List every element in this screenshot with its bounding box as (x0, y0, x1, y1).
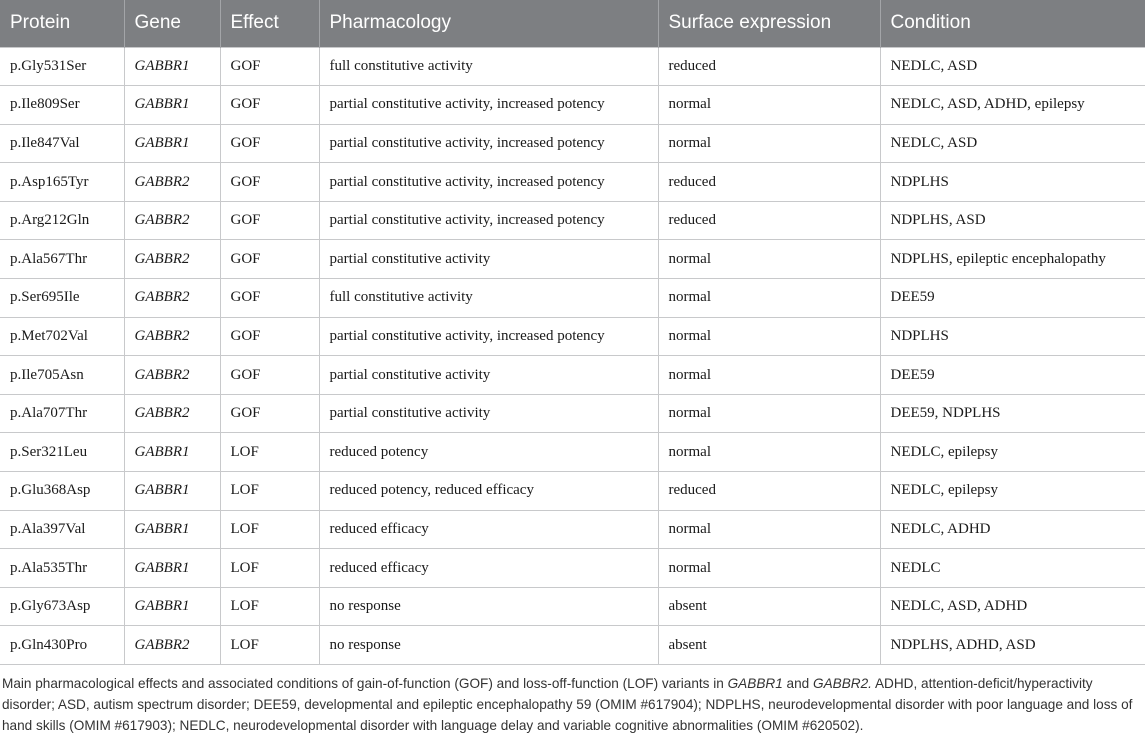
cell-pharmacology: partial constitutive activity, increased potency (319, 124, 658, 163)
cell-effect: LOF (220, 626, 319, 665)
header-condition: Condition (880, 0, 1145, 47)
cell-gene: GABBR1 (124, 587, 220, 626)
table-row (0, 47, 1145, 86)
table-row (0, 587, 1145, 626)
cell-condition: DEE59 (880, 356, 1145, 395)
cell-pharmacology: partial constitutive activity (319, 356, 658, 395)
caption-gene-2: GABBR2. (813, 676, 872, 691)
header-protein: Protein (10, 12, 71, 34)
cell-gene: GABBR2 (124, 626, 220, 665)
table-row (0, 510, 1145, 549)
cell-condition: NDPLHS (880, 317, 1145, 356)
cell-condition: NDPLHS (880, 163, 1145, 202)
cell-protein: p.Asp165Tyr (0, 163, 124, 202)
table-row (0, 86, 1145, 125)
cell-condition: NEDLC, epilepsy (880, 472, 1145, 511)
cell-surface-expression: normal (658, 317, 880, 356)
cell-effect: LOF (220, 433, 319, 472)
cell-protein: p.Gly673Asp (0, 587, 124, 626)
cell-pharmacology: partial constitutive activity (319, 394, 658, 433)
table-row (0, 549, 1145, 588)
cell-effect: GOF (220, 47, 319, 86)
cell-protein: p.Gln430Pro (0, 626, 124, 665)
table-row (0, 279, 1145, 318)
cell-gene: GABBR1 (124, 124, 220, 163)
cell-surface-expression: normal (658, 356, 880, 395)
cell-effect: GOF (220, 124, 319, 163)
header-surface-expression: Surface expression (658, 0, 880, 47)
table-row (0, 317, 1145, 356)
cell-surface-expression: normal (658, 86, 880, 125)
table-row (0, 124, 1145, 163)
cell-condition: NEDLC (880, 549, 1145, 588)
cell-surface-expression: normal (658, 549, 880, 588)
cell-gene: GABBR2 (124, 394, 220, 433)
cell-protein: p.Ile809Ser (0, 86, 124, 125)
header-gene: Gene (124, 0, 220, 47)
cell-effect: LOF (220, 510, 319, 549)
cell-effect: LOF (220, 549, 319, 588)
cell-gene: GABBR1 (124, 47, 220, 86)
cell-surface-expression: absent (658, 587, 880, 626)
table-row (0, 472, 1145, 511)
cell-effect: GOF (220, 279, 319, 318)
table-row (0, 201, 1145, 240)
table-body (0, 47, 1145, 665)
cell-effect: GOF (220, 240, 319, 279)
cell-pharmacology: partial constitutive activity (319, 240, 658, 279)
cell-gene: GABBR2 (124, 317, 220, 356)
cell-pharmacology: full constitutive activity (319, 47, 658, 86)
cell-surface-expression: normal (658, 279, 880, 318)
cell-gene: GABBR2 (124, 240, 220, 279)
caption-text-3: ADHD, attention-deficit/hyperactivity disorder; ASD, autism spectrum disorder; DEE59, developmental and epileptic encephalopathy 59 (OMIM #617904); NDPLHS, neurodevelopmental disorder with poor language and loss of hand skills (OMIM #617903); NEDLC, neurodevelopmental disorder with language delay and variable cognitive abnormalities (OMIM #620502). (2, 676, 1133, 733)
cell-effect: GOF (220, 163, 319, 202)
table-header (0, 0, 1145, 47)
table-row (0, 394, 1145, 433)
caption-text-1: Main pharmacological effects and associated conditions of gain-of-function (GOF) and loss-off-function (LOF) variants in (2, 676, 728, 691)
cell-pharmacology: partial constitutive activity, increased potency (319, 317, 658, 356)
table-row (0, 626, 1145, 665)
cell-gene: GABBR2 (124, 163, 220, 202)
table-row (0, 240, 1145, 279)
cell-condition: NEDLC, ASD (880, 124, 1145, 163)
cell-condition: DEE59 (880, 279, 1145, 318)
cell-gene: GABBR1 (124, 510, 220, 549)
cell-protein: p.Ile705Asn (0, 356, 124, 395)
table-row (0, 356, 1145, 395)
cell-protein: p.Ser695Ile (0, 279, 124, 318)
cell-protein: p.Ala567Thr (0, 240, 124, 279)
cell-condition: NEDLC, ADHD (880, 510, 1145, 549)
cell-condition: NEDLC, epilepsy (880, 433, 1145, 472)
cell-gene: GABBR2 (124, 356, 220, 395)
cell-pharmacology: no response (319, 626, 658, 665)
cell-protein: p.Glu368Asp (0, 472, 124, 511)
cell-protein: p.Gly531Ser (0, 47, 124, 86)
table-row (0, 163, 1145, 202)
cell-condition: NDPLHS, ADHD, ASD (880, 626, 1145, 665)
cell-protein: p.Met702Val (0, 317, 124, 356)
header-pharmacology: Pharmacology (319, 0, 658, 47)
cell-protein: p.Ala707Thr (0, 394, 124, 433)
cell-surface-expression: normal (658, 394, 880, 433)
cell-surface-expression: reduced (658, 201, 880, 240)
cell-pharmacology: reduced potency (319, 433, 658, 472)
cell-protein: p.Ala397Val (0, 510, 124, 549)
cell-effect: GOF (220, 86, 319, 125)
cell-gene: GABBR1 (124, 549, 220, 588)
cell-protein: p.Ile847Val (0, 124, 124, 163)
cell-surface-expression: absent (658, 626, 880, 665)
table-caption (0, 673, 1145, 736)
cell-pharmacology: partial constitutive activity, increased potency (319, 201, 658, 240)
cell-condition: NEDLC, ASD, ADHD (880, 587, 1145, 626)
cell-gene: GABBR2 (124, 201, 220, 240)
cell-protein: p.Ala535Thr (0, 549, 124, 588)
cell-surface-expression: reduced (658, 472, 880, 511)
cell-pharmacology: partial constitutive activity, increased potency (319, 86, 658, 125)
cell-pharmacology: full constitutive activity (319, 279, 658, 318)
cell-pharmacology: reduced efficacy (319, 510, 658, 549)
table-row (0, 433, 1145, 472)
cell-condition: NEDLC, ASD (880, 47, 1145, 86)
cell-protein: p.Ser321Leu (0, 433, 124, 472)
cell-effect: LOF (220, 472, 319, 511)
cell-surface-expression: normal (658, 510, 880, 549)
cell-condition: NDPLHS, epileptic encephalopathy (880, 240, 1145, 279)
cell-condition: NDPLHS, ASD (880, 201, 1145, 240)
caption-gene-1: GABBR1 (727, 676, 783, 691)
cell-gene: GABBR1 (124, 433, 220, 472)
cell-effect: GOF (220, 317, 319, 356)
cell-pharmacology: reduced efficacy (319, 549, 658, 588)
cell-surface-expression: normal (658, 124, 880, 163)
cell-surface-expression: reduced (658, 163, 880, 202)
cell-pharmacology: no response (319, 587, 658, 626)
cell-surface-expression: normal (658, 433, 880, 472)
cell-condition: DEE59, NDPLHS (880, 394, 1145, 433)
header-row (0, 0, 1145, 47)
cell-effect: GOF (220, 201, 319, 240)
cell-pharmacology: reduced potency, reduced efficacy (319, 472, 658, 511)
cell-gene: GABBR1 (124, 472, 220, 511)
caption-text-2: and (782, 676, 813, 691)
cell-condition: NEDLC, ASD, ADHD, epilepsy (880, 86, 1145, 125)
cell-gene: GABBR1 (124, 86, 220, 125)
cell-protein: p.Arg212Gln (0, 201, 124, 240)
cell-surface-expression: normal (658, 240, 880, 279)
cell-surface-expression: reduced (658, 47, 880, 86)
cell-pharmacology: partial constitutive activity, increased potency (319, 163, 658, 202)
cell-effect: GOF (220, 356, 319, 395)
header-effect: Effect (220, 0, 319, 47)
cell-gene: GABBR2 (124, 279, 220, 318)
cell-effect: GOF (220, 394, 319, 433)
cell-effect: LOF (220, 587, 319, 626)
